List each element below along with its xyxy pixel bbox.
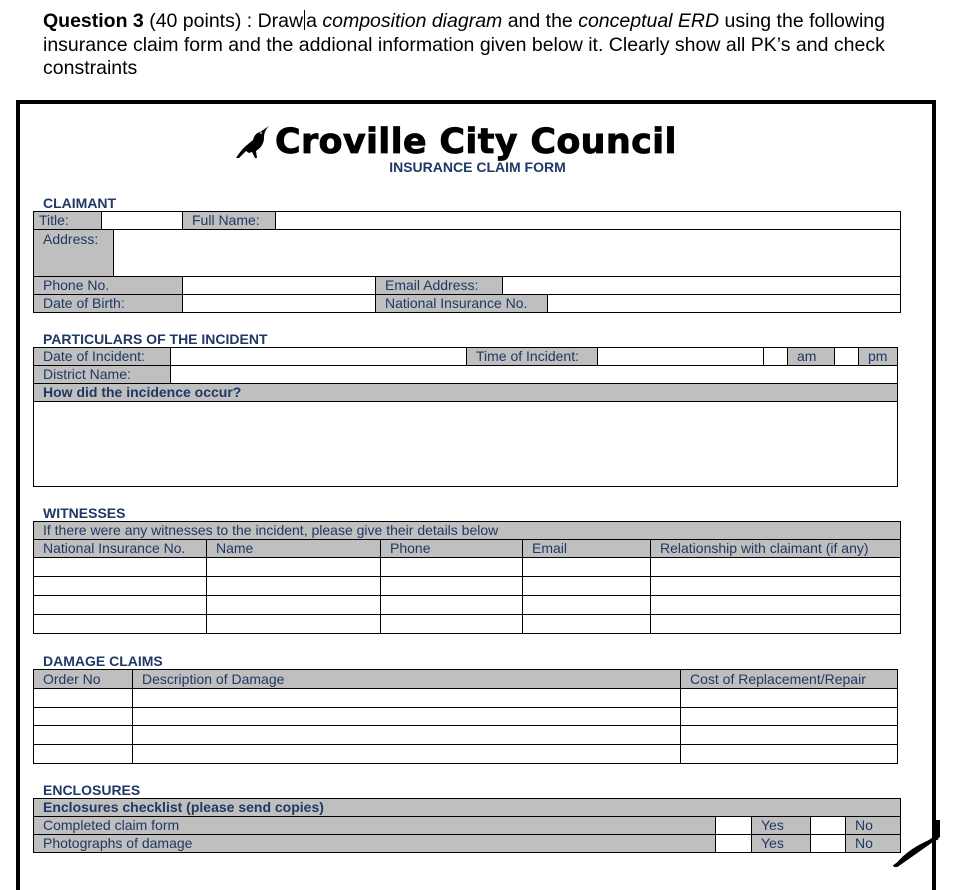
- enclosure-no-cell: [845, 834, 901, 853]
- district-input[interactable]: [170, 365, 898, 384]
- district-label-cell: [33, 365, 171, 384]
- witness-cell[interactable]: [206, 576, 381, 596]
- crow-icon: [233, 123, 271, 161]
- form-title: INSURANCE CLAIM FORM: [389, 159, 566, 175]
- enclosures-heading: ENCLOSURES: [43, 782, 141, 798]
- pm-checkbox[interactable]: [834, 347, 859, 366]
- full-name-label: Full Name:: [192, 212, 260, 228]
- phone-input[interactable]: [182, 276, 376, 295]
- enclosure-item-label-cell: [33, 816, 716, 835]
- damage-col-description-label: Description of Damage: [142, 671, 285, 687]
- damage-cell[interactable]: [680, 688, 898, 708]
- am-label: am: [797, 348, 817, 364]
- address-input[interactable]: [113, 229, 901, 277]
- title-label: Title:: [39, 212, 69, 228]
- witness-cell[interactable]: [650, 595, 901, 615]
- witnesses-heading: WITNESSES: [43, 505, 126, 521]
- incident-date-label: Date of Incident:: [43, 348, 145, 364]
- dob-label-cell: [33, 294, 183, 313]
- email-label: Email Address:: [385, 277, 479, 293]
- witness-col-ni-label: National Insurance No.: [43, 540, 186, 556]
- question-number: Question 3: [43, 10, 144, 32]
- witness-cell[interactable]: [522, 595, 651, 615]
- witness-cell[interactable]: [650, 614, 901, 634]
- full-name-label-cell: [182, 211, 276, 230]
- pm-label-cell: [858, 347, 898, 366]
- incident-date-label-cell: [33, 347, 171, 366]
- question-text: [43, 10, 923, 81]
- incident-time-input[interactable]: [597, 347, 764, 366]
- full-name-input[interactable]: [275, 211, 901, 230]
- witness-col-phone: [380, 539, 523, 558]
- am-checkbox[interactable]: [763, 347, 788, 366]
- witness-note: If there were any witnesses to the incident, please give their details below: [43, 522, 499, 538]
- witness-cell[interactable]: [33, 595, 207, 615]
- witness-cell[interactable]: [33, 576, 207, 596]
- witness-cell[interactable]: [380, 557, 523, 577]
- enclosure-no-checkbox[interactable]: [810, 816, 846, 835]
- witness-cell[interactable]: [206, 557, 381, 577]
- ni-input[interactable]: [547, 294, 901, 313]
- damage-cell[interactable]: [33, 725, 133, 745]
- incident-time-label-cell: [466, 347, 598, 366]
- am-label-cell: [787, 347, 835, 366]
- witness-cell[interactable]: [380, 576, 523, 596]
- damage-cell[interactable]: [132, 688, 681, 708]
- dob-input[interactable]: [182, 294, 376, 313]
- title-input[interactable]: [101, 211, 183, 230]
- witness-cell[interactable]: [522, 557, 651, 577]
- email-input[interactable]: [502, 276, 901, 295]
- damage-cell[interactable]: [680, 744, 898, 764]
- phone-label-cell: [33, 276, 183, 295]
- district-label: District Name:: [43, 366, 131, 382]
- damage-cell[interactable]: [33, 707, 133, 726]
- text-caret: [304, 10, 305, 30]
- witness-col-phone-label: Phone: [390, 540, 431, 556]
- damage-cell[interactable]: [132, 707, 681, 726]
- ni-label-cell: [375, 294, 548, 313]
- witness-note-cell: [33, 521, 901, 540]
- question-part-3: using the following insurance claim form and the addional information given below it. Clearly show all PK’s and check constraints: [43, 10, 885, 79]
- witness-cell[interactable]: [33, 614, 207, 634]
- damage-cell[interactable]: [132, 744, 681, 764]
- enclosure-item-label: Completed claim form: [43, 817, 180, 833]
- damage-cell[interactable]: [33, 688, 133, 708]
- incident-heading: PARTICULARS OF THE INCIDENT: [43, 331, 268, 347]
- witness-cell[interactable]: [522, 576, 651, 596]
- witness-cell[interactable]: [206, 595, 381, 615]
- composition-term: composition diagram: [322, 10, 503, 32]
- question-points: (40 points) : Draw: [149, 10, 304, 32]
- pm-label: pm: [868, 348, 888, 364]
- question-part-1: a: [306, 10, 323, 32]
- witness-col-relationship-label: Relationship with claimant (if any): [660, 540, 869, 556]
- witness-col-relationship: [650, 539, 901, 558]
- email-label-cell: [375, 276, 503, 295]
- enclosures-checklist-cell: [33, 798, 901, 817]
- enclosure-no-label: No: [855, 835, 873, 851]
- enclosure-yes-checkbox[interactable]: [715, 816, 752, 835]
- address-label: Address:: [43, 231, 99, 247]
- ni-label: National Insurance No.: [385, 295, 528, 311]
- enclosure-yes-cell: [751, 834, 811, 853]
- enclosure-no-cell: [845, 816, 901, 835]
- how-input[interactable]: [33, 401, 898, 487]
- enclosure-yes-cell: [751, 816, 811, 835]
- question-part-2: and the: [502, 10, 579, 32]
- damage-cell[interactable]: [680, 707, 898, 726]
- witness-col-ni: [33, 539, 207, 558]
- enclosure-item-label-cell: [33, 834, 716, 853]
- enclosure-no-label: No: [855, 817, 873, 833]
- witness-cell[interactable]: [650, 576, 901, 596]
- witness-col-name-label: Name: [216, 540, 254, 556]
- damage-col-description: [132, 669, 681, 689]
- witness-col-email-label: Email: [532, 540, 568, 556]
- damage-col-cost: [680, 669, 898, 689]
- witness-cell[interactable]: [33, 557, 207, 577]
- how-label: How did the incidence occur?: [43, 384, 242, 400]
- damage-col-cost-label: Cost of Replacement/Repair: [690, 671, 866, 687]
- council-name: Croville City Council: [275, 122, 677, 162]
- damage-cell[interactable]: [132, 725, 681, 745]
- erd-term: conceptual ERD: [578, 10, 720, 32]
- witness-cell[interactable]: [380, 595, 523, 615]
- witness-col-email: [522, 539, 651, 558]
- enclosure-item-label: Photographs of damage: [43, 835, 193, 851]
- enclosures-checklist-label: Enclosures checklist (please send copies): [43, 799, 324, 815]
- damage-col-order: [33, 669, 133, 689]
- enclosure-yes-label: Yes: [761, 817, 784, 833]
- witness-cell[interactable]: [522, 614, 651, 634]
- claimant-heading: CLAIMANT: [43, 195, 117, 211]
- witness-col-name: [206, 539, 381, 558]
- incident-date-input[interactable]: [170, 347, 467, 366]
- dob-label: Date of Birth:: [43, 295, 125, 311]
- how-label-cell: [33, 383, 898, 402]
- damage-cell[interactable]: [680, 725, 898, 745]
- damage-col-order-label: Order No: [43, 671, 101, 687]
- address-label-cell: [33, 229, 114, 277]
- enclosure-no-checkbox[interactable]: [810, 834, 846, 853]
- phone-label: Phone No.: [43, 277, 110, 293]
- damage-heading: DAMAGE CLAIMS: [43, 653, 163, 669]
- enclosure-yes-label: Yes: [761, 835, 784, 851]
- witness-cell[interactable]: [380, 614, 523, 634]
- enclosure-yes-checkbox[interactable]: [715, 834, 752, 853]
- witness-cell[interactable]: [206, 614, 381, 634]
- title-label-cell: [33, 211, 102, 230]
- damage-cell[interactable]: [33, 744, 133, 764]
- council-header: [233, 121, 677, 163]
- witness-cell[interactable]: [650, 557, 901, 577]
- incident-time-label: Time of Incident:: [476, 348, 579, 364]
